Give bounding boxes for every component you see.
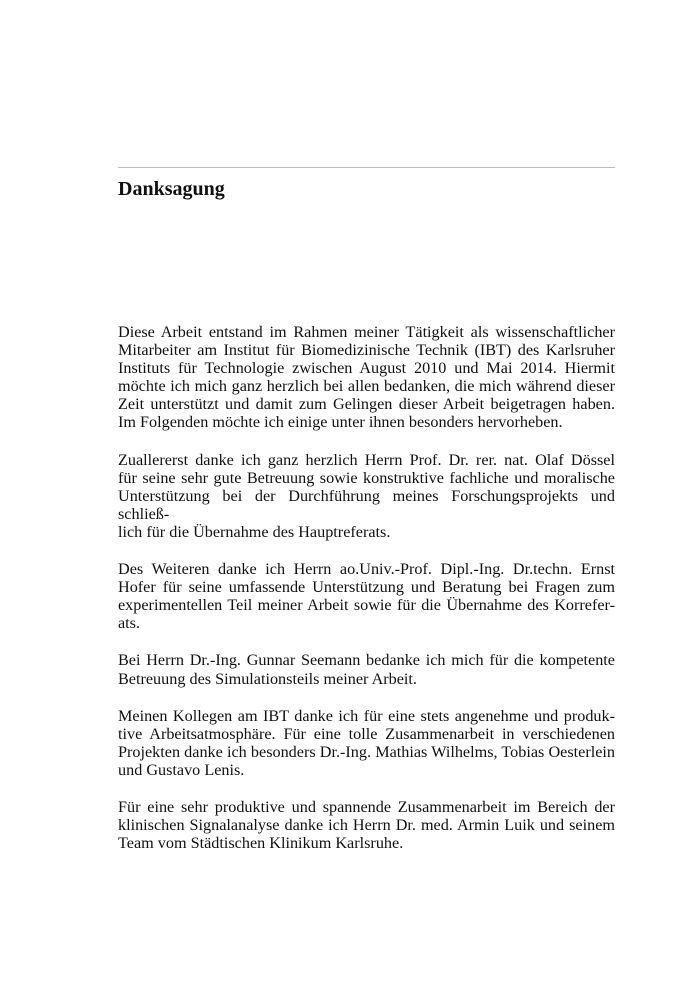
text-line: für seine sehr gute Betreuung sowie konstruktive fachliche und moralische <box>118 468 615 487</box>
acknowledgement-body <box>118 323 615 871</box>
text-line: Mitarbeiter am Institut für Biomedizinische Technik (IBT) des Karlsruher <box>118 341 615 360</box>
chapter-heading: Danksagung <box>118 178 225 200</box>
paragraph <box>118 560 615 632</box>
text-line: Instituts für Technologie zwischen August 2010 und Mai 2014. Hiermit <box>118 359 615 378</box>
text-line: experimentellen Teil meiner Arbeit sowie für die Übernahme des Korrefer- <box>118 596 615 615</box>
paragraph <box>118 707 615 779</box>
text-line: Zeit unterstützt und damit zum Gelingen dieser Arbeit beigetragen haben. <box>118 395 615 414</box>
text-line: Betreuung des Simulationsteils meiner Arbeit. <box>118 669 417 688</box>
text-line: Des Weiteren danke ich Herrn ao.Univ.-Prof. Dipl.-Ing. Dr.techn. Ernst <box>118 560 615 579</box>
paragraph <box>118 323 615 432</box>
text-line: Team vom Städtischen Klinikum Karlsruhe. <box>118 834 404 853</box>
text-line: Hofer für seine umfassende Unterstützung und Beratung bei Fragen zum <box>118 578 615 597</box>
text-line: und Gustavo Lenis. <box>118 760 245 779</box>
text-line: Zuallererst danke ich ganz herzlich Herrn Prof. Dr. rer. nat. Olaf Dössel <box>118 450 615 469</box>
text-line: Projekten danke ich besonders Dr.-Ing. Mathias Wilhelms, Tobias Oesterlein <box>118 742 615 761</box>
paragraph <box>118 651 615 687</box>
text-line: Im Folgenden möchte ich einige unter ihnen besonders hervorheben. <box>118 413 563 432</box>
text-line: ats. <box>118 614 141 633</box>
text-line: Meinen Kollegen am IBT danke ich für eine stets angenehme und produk- <box>118 706 615 725</box>
text-line: Diese Arbeit entstand im Rahmen meiner Tätigkeit als wissenschaftlicher <box>118 323 615 341</box>
text-line: Bei Herrn Dr.-Ing. Gunnar Seemann bedanke ich mich für die kompetente <box>118 651 615 670</box>
text-line: tive Arbeitsatmosphäre. Für eine tolle Zusammenarbeit in verschiedenen <box>118 724 615 743</box>
paragraph <box>118 798 615 852</box>
text-line: lich für die Übernahme des Hauptreferats. <box>118 522 391 541</box>
paragraph <box>118 451 615 541</box>
chapter-rule <box>118 167 615 168</box>
text-line: Für eine sehr produktive und spannende Zusammenarbeit im Bereich der <box>118 797 615 816</box>
text-line: klinischen Signalanalyse danke ich Herrn Dr. med. Armin Luik und seinem <box>118 816 615 835</box>
text-line: Unterstützung bei der Durchführung meines Forschungsprojekts und schließ- <box>118 486 615 523</box>
text-line: möchte ich mich ganz herzlich bei allen bedanken, die mich während dieser <box>118 377 615 396</box>
